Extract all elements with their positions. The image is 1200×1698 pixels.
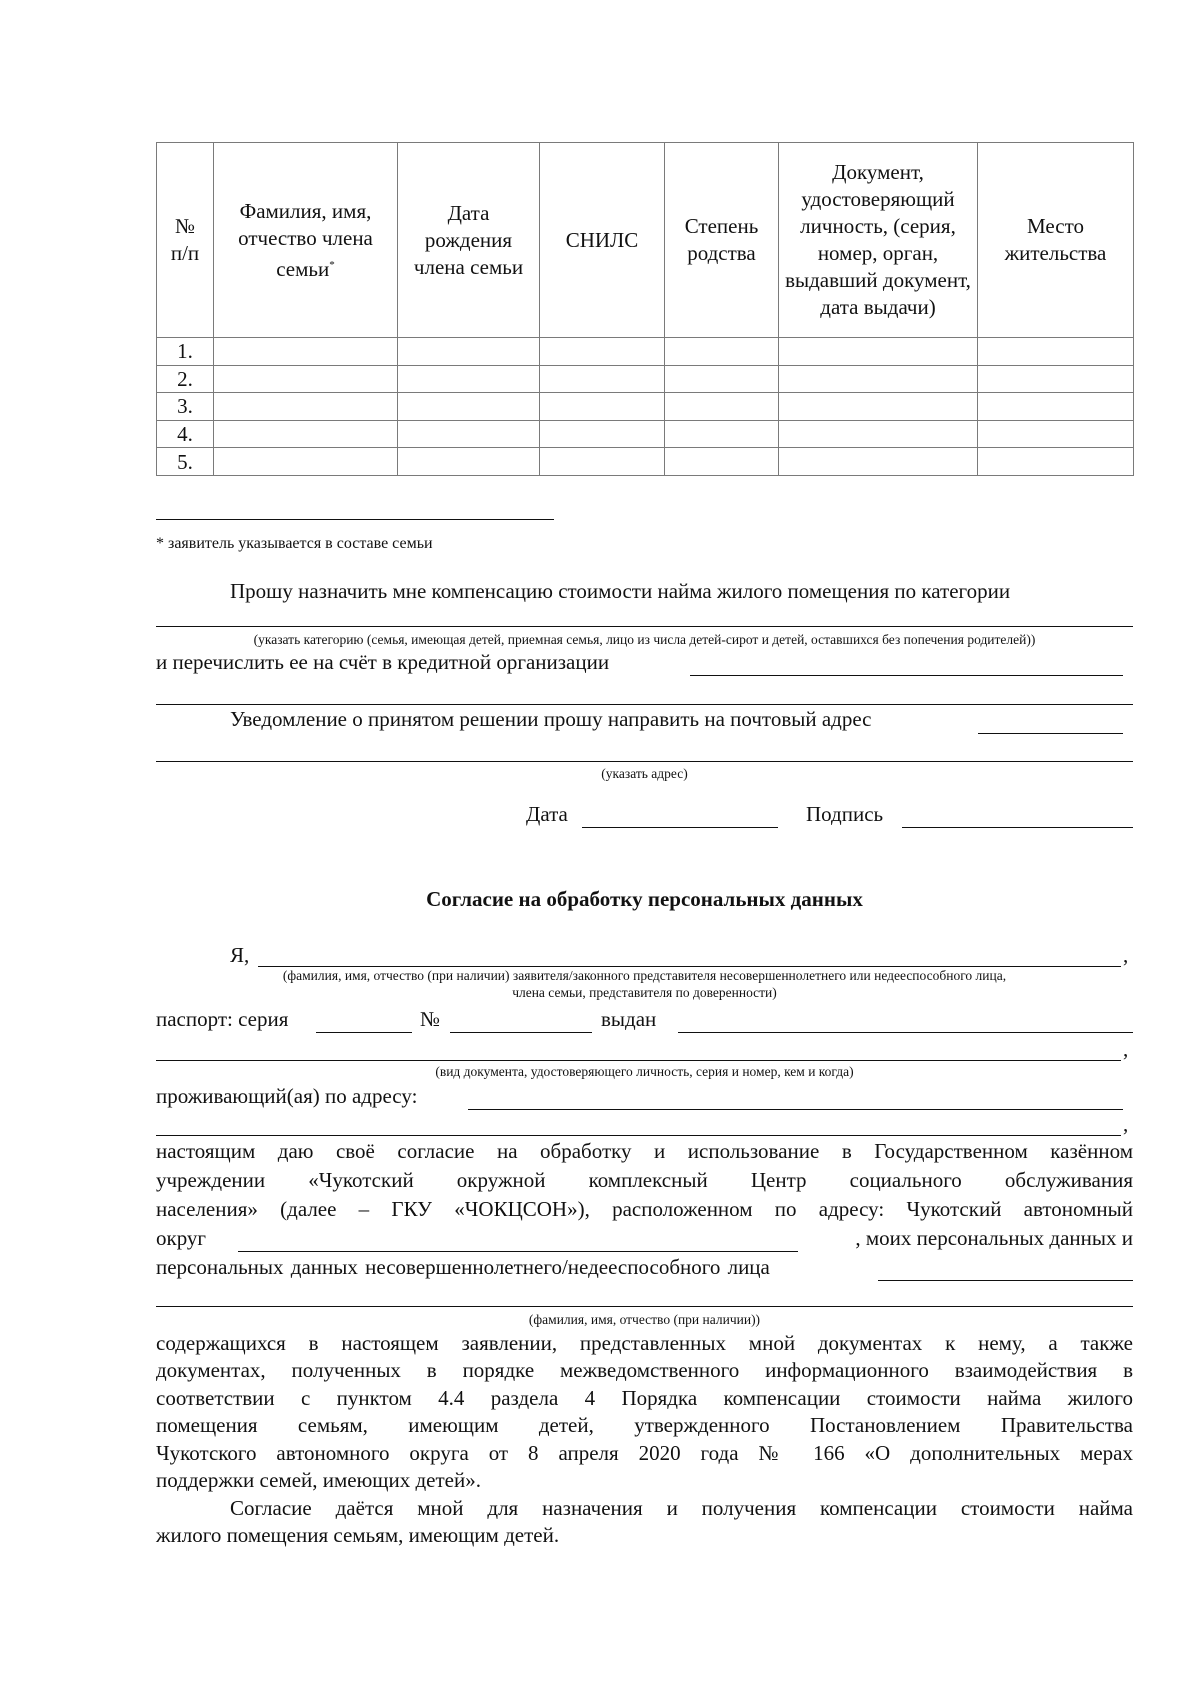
table-cell[interactable] bbox=[214, 393, 398, 421]
postal-address-field-continued[interactable] bbox=[156, 761, 1133, 762]
consent-paragraph-line: соответствии с пунктом 4.4 раздела 4 Порядка компенсации стоимости найма жилого bbox=[156, 1386, 1133, 1410]
i-label: Я, bbox=[230, 943, 250, 967]
minor-person-field[interactable] bbox=[878, 1280, 1133, 1281]
table-cell[interactable] bbox=[978, 338, 1134, 366]
table-row bbox=[157, 338, 1134, 366]
table-header-row bbox=[157, 143, 1134, 338]
col-id-document-header: Документ, удостоверяющий личность, (серия, номер, орган, выдавший документ, дата выдачи) bbox=[779, 143, 978, 338]
table-cell[interactable] bbox=[540, 338, 665, 366]
row-number: 5. bbox=[157, 448, 214, 476]
consent-paragraph-line: жилого помещения семьям, имеющим детей. bbox=[156, 1523, 560, 1547]
table-cell[interactable] bbox=[779, 420, 978, 448]
table-cell[interactable] bbox=[978, 448, 1134, 476]
table-row bbox=[157, 420, 1134, 448]
table-row bbox=[157, 365, 1134, 393]
family-members-table bbox=[156, 142, 1134, 476]
consent-paragraph-line: Чукотского автономного округа от 8 апреля 2020 года № 166 «О дополнительных мерах bbox=[156, 1441, 1133, 1465]
transfer-line: и перечислить ее на счёт в кредитной организации bbox=[156, 650, 610, 674]
id-document-field[interactable] bbox=[156, 1060, 1121, 1061]
fio-comma: , bbox=[1123, 943, 1129, 967]
date-field[interactable] bbox=[582, 827, 778, 828]
passport-series-label: паспорт: серия bbox=[156, 1007, 289, 1031]
table-cell[interactable] bbox=[665, 448, 779, 476]
bank-account-field[interactable] bbox=[690, 675, 1123, 676]
table-cell[interactable] bbox=[214, 338, 398, 366]
fio-hint-3: (фамилия, имя, отчество (при наличии)) bbox=[528, 1312, 761, 1327]
consent-paragraph-line: поддержки семей, имеющих детей». bbox=[156, 1468, 481, 1492]
passport-series-field[interactable] bbox=[316, 1032, 412, 1033]
col-fio-header: Фамилия, имя, отчество члена семьи* bbox=[214, 143, 398, 338]
table-cell[interactable] bbox=[978, 420, 1134, 448]
passport-number-field[interactable] bbox=[450, 1032, 592, 1033]
issued-by-field[interactable] bbox=[678, 1032, 1133, 1033]
table-cell[interactable] bbox=[540, 365, 665, 393]
consent-paragraph-line: учреждении «Чукотский окружной комплексный Центр социального обслуживания bbox=[156, 1168, 1133, 1192]
table-cell[interactable] bbox=[398, 448, 540, 476]
consent-paragraph-line: настоящим даю своё согласие на обработку и использование в Государственном казённом bbox=[156, 1139, 1133, 1163]
consent-paragraph-line: документах, полученных в порядке межведомственного информационного взаимодействия в bbox=[156, 1358, 1133, 1382]
consent-title: Согласие на обработку персональных данных bbox=[426, 887, 863, 911]
category-hint: (указать категорию (семья, имеющая детей, приемная семья, лицо из числа детей-сирот и детей, оставшихся без попечения родителей)) bbox=[253, 632, 1036, 647]
address-hint: (указать адрес) bbox=[601, 766, 688, 781]
row-number: 4. bbox=[157, 420, 214, 448]
table-cell[interactable] bbox=[779, 338, 978, 366]
table-cell[interactable] bbox=[665, 365, 779, 393]
residence-field[interactable] bbox=[468, 1109, 1123, 1110]
residence-comma: , bbox=[1123, 1112, 1129, 1136]
col-birthdate-header: Дата рождения члена семьи bbox=[398, 143, 540, 338]
footnote-text: * заявитель указывается в составе семьи bbox=[156, 535, 433, 552]
footnote-separator bbox=[156, 519, 554, 520]
minor-person-field-continued[interactable] bbox=[156, 1306, 1133, 1307]
table-row bbox=[157, 393, 1134, 421]
signature-label: Подпись bbox=[806, 802, 884, 826]
consent-paragraph-line: населения» (далее – ГКУ «ЧОКЦСОН»), расположенном по адресу: Чукотский автономный bbox=[156, 1197, 1133, 1221]
table-cell[interactable] bbox=[978, 393, 1134, 421]
category-field[interactable] bbox=[156, 626, 1133, 627]
fio-hint-line-1: (фамилия, имя, отчество (при наличии) заявителя/законного представителя несовершеннолетнего или недееспособного лица, bbox=[282, 968, 1007, 983]
postal-address-field[interactable] bbox=[978, 733, 1123, 734]
doc-hint: (вид документа, удостоверяющего личность, серия и номер, кем и когда) bbox=[435, 1064, 854, 1079]
row-number: 3. bbox=[157, 393, 214, 421]
consent-paragraph-line: Согласие даётся мной для назначения и получения компенсации стоимости найма bbox=[230, 1496, 1133, 1520]
table-cell[interactable] bbox=[978, 365, 1134, 393]
bank-account-field-continued[interactable] bbox=[156, 704, 1133, 705]
consent-paragraph-line: помещения семьям, имеющим детей, утвержденного Постановлением Правительства bbox=[156, 1413, 1133, 1437]
signature-field[interactable] bbox=[902, 827, 1133, 828]
row-number: 2. bbox=[157, 365, 214, 393]
residence-field-continued[interactable] bbox=[156, 1135, 1121, 1136]
table-cell[interactable] bbox=[540, 420, 665, 448]
table-cell[interactable] bbox=[540, 393, 665, 421]
table-cell[interactable] bbox=[214, 420, 398, 448]
passport-number-label: № bbox=[420, 1007, 441, 1031]
col-snils-header: СНИЛС bbox=[540, 143, 665, 338]
row-number: 1. bbox=[157, 338, 214, 366]
table-cell[interactable] bbox=[665, 393, 779, 421]
request-line: Прошу назначить мне компенсацию стоимости найма жилого помещения по категории bbox=[230, 579, 1011, 603]
date-label: Дата bbox=[526, 802, 568, 826]
col-relation-header: Степень родства bbox=[665, 143, 779, 338]
table-cell[interactable] bbox=[398, 338, 540, 366]
okrug-label: округ bbox=[156, 1226, 207, 1250]
minor-person-label: персональных данных несовершеннолетнего/недееспособного лица bbox=[156, 1255, 770, 1279]
table-cell[interactable] bbox=[665, 420, 779, 448]
col-residence-header: Место жительства bbox=[978, 143, 1134, 338]
issued-label: выдан bbox=[601, 1007, 657, 1031]
table-cell[interactable] bbox=[665, 338, 779, 366]
fio-field[interactable] bbox=[258, 966, 1121, 967]
table-cell[interactable] bbox=[779, 365, 978, 393]
table-cell[interactable] bbox=[398, 365, 540, 393]
table-cell[interactable] bbox=[779, 448, 978, 476]
table-cell[interactable] bbox=[214, 448, 398, 476]
table-cell[interactable] bbox=[398, 420, 540, 448]
notification-line: Уведомление о принятом решении прошу направить на почтовый адрес bbox=[230, 707, 872, 731]
okrug-address-field[interactable] bbox=[238, 1251, 798, 1252]
table-cell[interactable] bbox=[398, 393, 540, 421]
footnote-mark: * bbox=[329, 258, 335, 271]
consent-paragraph-line: содержащихся в настоящем заявлении, представленных мной документах к нему, а также bbox=[156, 1331, 1133, 1355]
table-cell[interactable] bbox=[779, 393, 978, 421]
col-number-header: № п/п bbox=[157, 143, 214, 338]
doc-comma: , bbox=[1123, 1037, 1129, 1061]
fio-hint-line-2: члена семьи, представителя по доверенности) bbox=[512, 985, 777, 1000]
table-row bbox=[157, 448, 1134, 476]
table-cell[interactable] bbox=[214, 365, 398, 393]
my-personal-data-text: , моих персональных данных и bbox=[855, 1226, 1133, 1250]
table-cell[interactable] bbox=[540, 448, 665, 476]
residence-label: проживающий(ая) по адресу: bbox=[156, 1084, 418, 1108]
